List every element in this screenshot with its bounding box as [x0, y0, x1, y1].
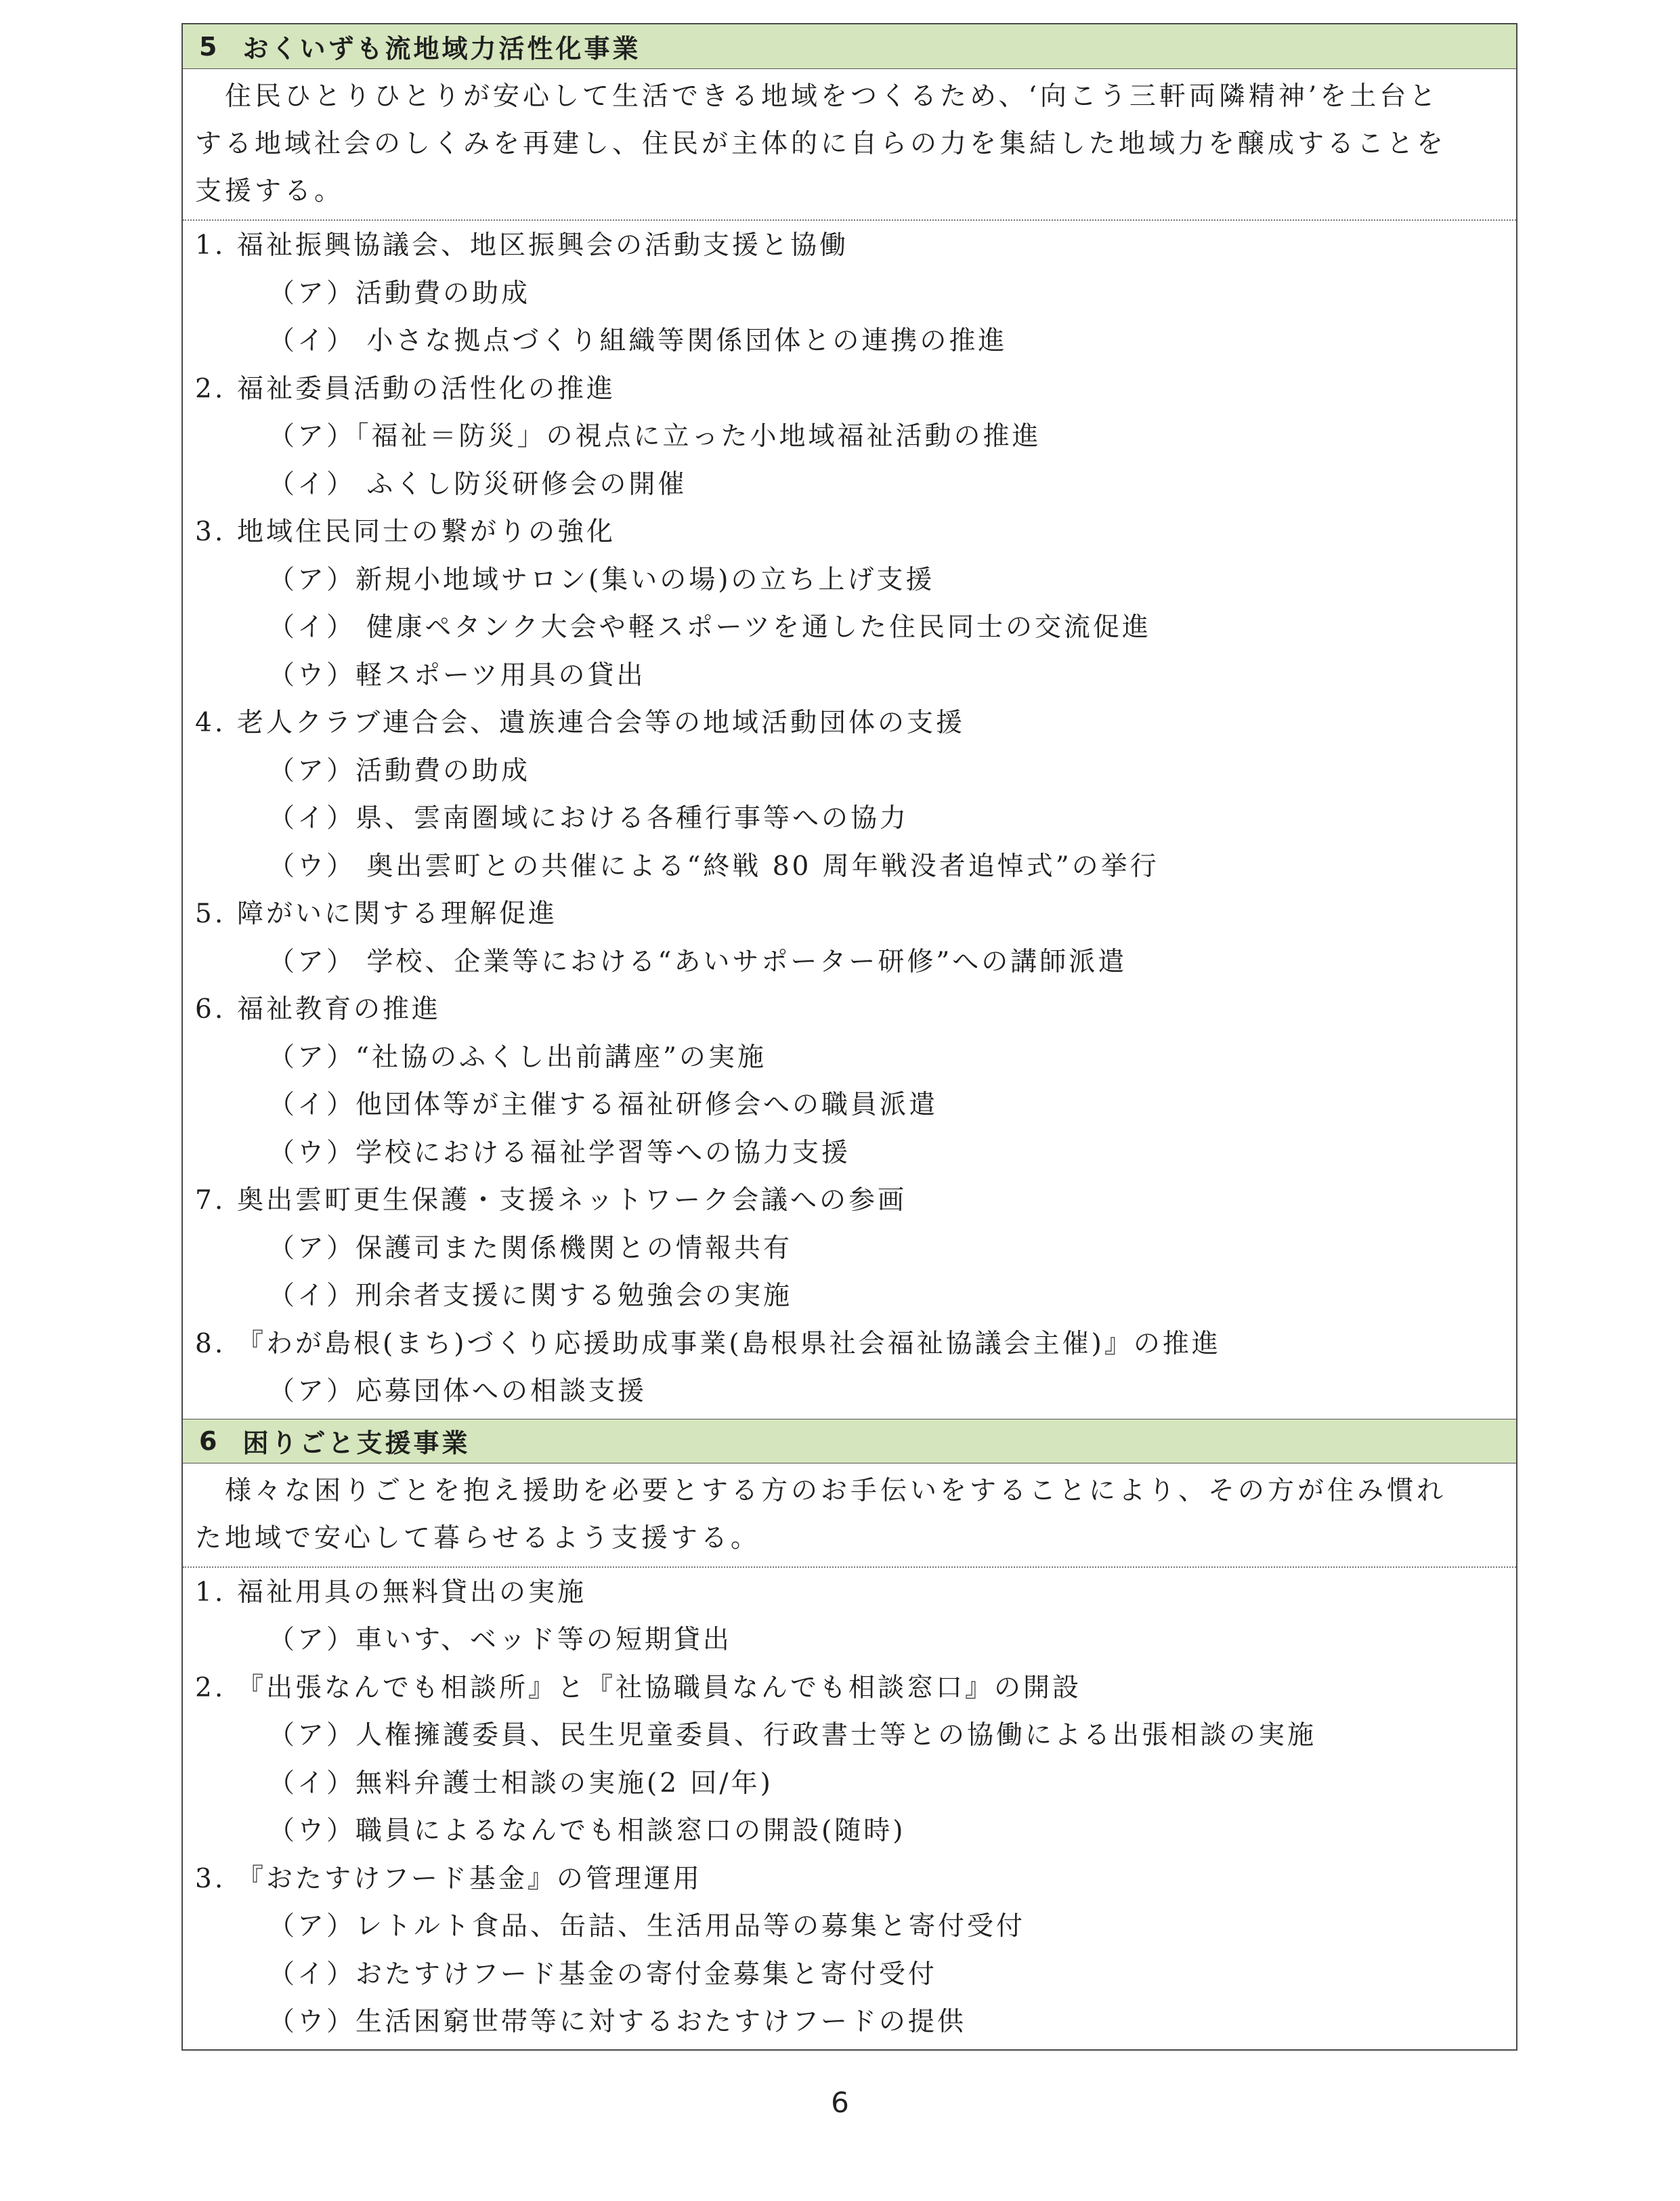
- sub-item: （ア）「福祉＝防災」の視点に立った小地域福祉活動の推進: [268, 421, 1041, 452]
- list-item: [195, 986, 1507, 1034]
- item-number: 8.: [195, 1328, 226, 1359]
- sub-item: （ウ）軽スポーツ用具の貸出: [268, 660, 646, 691]
- intro-line: 様々な困りごとを抱え援助を必要とする方のお手伝いをすることにより、その方が住み慣れ: [195, 1475, 1447, 1506]
- list-item: [195, 891, 1507, 939]
- page-number: 6: [831, 2086, 849, 2119]
- sub-item: （イ） 小さな拠点づくり組織等関係団体との連携の推進: [268, 326, 1008, 356]
- item-number: 4.: [195, 708, 226, 738]
- item-text: 福祉振興協議会、地区振興会の活動支援と協働: [237, 230, 849, 261]
- list-item: [195, 1569, 1507, 1617]
- list-item: [195, 1321, 1507, 1369]
- section-5-number: 5: [199, 31, 220, 62]
- item-text: 『わが島根(まち)づくり応援助成事業(島根県社会福祉協議会主催)』の推進: [237, 1328, 1221, 1359]
- section-5-title: おくいずも流地域力活性化事業: [242, 34, 641, 64]
- section-5-header: [183, 24, 1516, 69]
- sub-item: （イ）県、雲南圏域における各種行事等への協力: [268, 803, 909, 834]
- sub-item: （ア）“社協のふくし出前講座”の実施: [268, 1042, 767, 1073]
- item-text: 障がいに関する理解促進: [237, 899, 558, 929]
- list-item: [195, 509, 1507, 557]
- list-item: [195, 1665, 1507, 1713]
- sub-item: （ウ） 奥出雲町との共催による“終戦 80 周年戦没者追悼式”の挙行: [268, 851, 1159, 882]
- item-text: 地域住民同士の繋がりの強化: [237, 517, 616, 547]
- sub-item: （ア）新規小地域サロン(集いの場)の立ち上げ支援: [268, 564, 935, 595]
- sub-item: （ア）保護司また関係機関との情報共有: [268, 1233, 793, 1264]
- sub-item: （ア）活動費の助成: [268, 755, 531, 786]
- list-item: [195, 700, 1507, 748]
- sub-item: （ウ）学校における福祉学習等への協力支援: [268, 1137, 851, 1168]
- sub-item: （ア）人権擁護委員、民生児童委員、行政書士等との協働による出張相談の実施: [268, 1720, 1317, 1751]
- intro-line: する地域社会のしくみを再建し、住民が主体的に自らの力を集結した地域力を醸成することを: [195, 129, 1447, 159]
- section-6-header: [183, 1419, 1516, 1463]
- sub-item: （イ）刑余者支援に関する勉強会の実施: [268, 1281, 793, 1311]
- intro-line: た地域で安心して暮らせるよう支援する。: [195, 1522, 760, 1554]
- sub-item: （イ）無料弁護士相談の実施(2 回/年): [268, 1768, 773, 1799]
- section-6-number: 6: [199, 1426, 220, 1456]
- list-item: [195, 1856, 1507, 1904]
- sub-item: （ア）活動費の助成: [268, 278, 531, 309]
- sub-item: （イ） 健康ペタンク大会や軽スポーツを通した住民同士の交流促進: [268, 612, 1152, 643]
- sub-item: （ア） 学校、企業等における“あいサポーター研修”への講師派遣: [268, 946, 1127, 977]
- item-number: 1.: [195, 1577, 226, 1608]
- item-number: 1.: [195, 230, 226, 261]
- item-text: 福祉教育の推進: [237, 994, 441, 1025]
- item-number: 6.: [195, 994, 226, 1025]
- list-item: [195, 1177, 1507, 1225]
- list-item: [195, 222, 1507, 270]
- sub-item: （ウ）生活困窮世帯等に対するおたすけフードの提供: [268, 2007, 966, 2037]
- section-5-items: [183, 221, 1516, 1419]
- sub-item: （ウ）職員によるなんでも相談窓口の開設(随時): [268, 1816, 906, 1846]
- section-5-intro: [183, 69, 1516, 221]
- sub-item: （ア）車いす、ベッド等の短期貸出: [268, 1625, 732, 1655]
- item-number: 3.: [195, 517, 226, 547]
- sub-item: （イ）他団体等が主催する福祉研修会への職員派遣: [268, 1090, 939, 1120]
- document-table: [181, 23, 1517, 2051]
- item-number: 7.: [195, 1185, 226, 1216]
- section-6-intro: [183, 1463, 1516, 1568]
- item-number: 5.: [195, 899, 226, 929]
- item-number: 3.: [195, 1863, 226, 1894]
- item-text: 奥出雲町更生保護・支援ネットワーク会議への参画: [237, 1185, 907, 1216]
- item-number: 2.: [195, 373, 226, 404]
- list-item: [195, 366, 1507, 414]
- item-text: 『出張なんでも相談所』と『社協職員なんでも相談窓口』の開設: [237, 1672, 1082, 1703]
- section-6-title: 困りごと支援事業: [242, 1428, 471, 1458]
- intro-line: 住民ひとりひとりが安心して生活できる地域をつくるため、‘向こう三軒両隣精神’を土台と: [195, 81, 1440, 112]
- item-text: 福祉委員活動の活性化の推進: [237, 373, 616, 404]
- item-number: 2.: [195, 1672, 226, 1703]
- sub-item: （イ）おたすけフード基金の寄付金募集と寄付受付: [268, 1959, 937, 1990]
- sub-item: （ア）レトルト食品、缶詰、生活用品等の募集と寄付受付: [268, 1911, 1026, 1942]
- item-text: 『おたすけフード基金』の管理運用: [237, 1863, 702, 1894]
- intro-line: 支援する。: [195, 176, 345, 207]
- section-6-items: [183, 1568, 1516, 2049]
- item-text: 老人クラブ連合会、遺族連合会等の地域活動団体の支援: [237, 708, 966, 738]
- item-text: 福祉用具の無料貸出の実施: [237, 1577, 587, 1608]
- sub-item: （イ） ふくし防災研修会の開催: [268, 469, 687, 500]
- sub-item: （ア）応募団体への相談支援: [268, 1376, 647, 1407]
